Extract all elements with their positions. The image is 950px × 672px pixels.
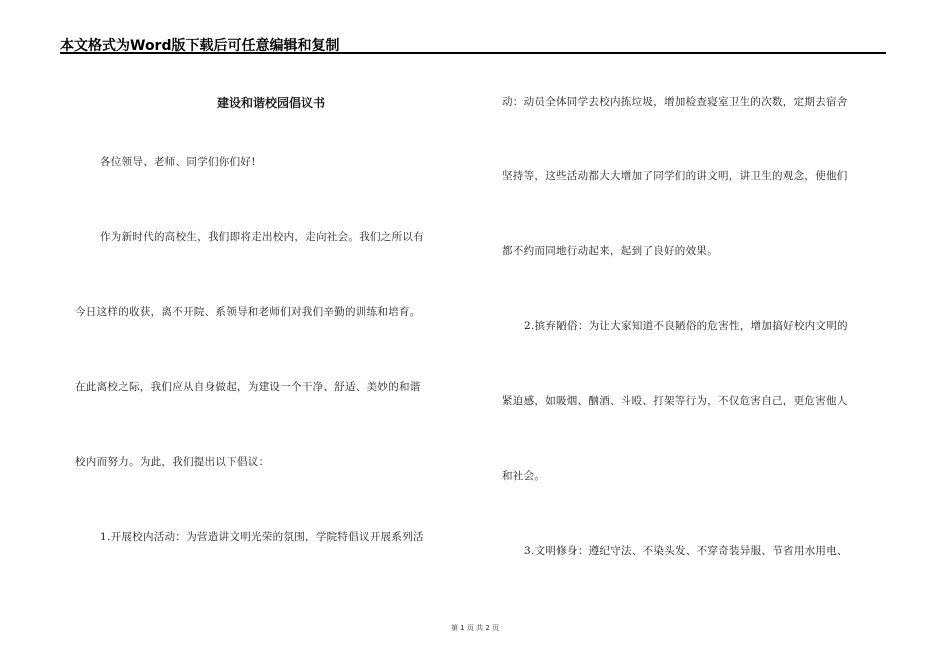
paragraph-line: 在此离校之际，我们应从自身做起，为建设一个干净、舒适、美妙的和谐 xyxy=(75,381,421,393)
paragraph-line: 紧迫感，如吸烟、酗酒、斗殴、打架等行为，不仅危害自己，更危害他人 xyxy=(502,395,848,407)
paragraph-line: 都不约而同地行动起来，起到了良好的效果。 xyxy=(502,245,718,257)
greeting-line: 各位领导、老师、同学们你们好! xyxy=(100,156,256,168)
paragraph-line: 今日这样的收获，离不开院、系领导和老师们对我们辛勤的训练和培育。 xyxy=(75,306,421,318)
banner-divider xyxy=(60,52,886,54)
paragraph-line: 和社会。 xyxy=(502,470,546,482)
paragraph-line: 1.开展校内活动：为营造讲文明光荣的氛围，学院特倡议开展系列活 xyxy=(100,531,424,543)
document-banner: 本文格式为Word版下载后可任意编辑和复制 xyxy=(60,38,340,54)
document-title: 建设和谐校园倡议书 xyxy=(216,96,325,110)
paragraph-line: 作为新时代的高校生，我们即将走出校内，走向社会。我们之所以有 xyxy=(100,231,424,243)
paragraph-line: 2.摈弃陋俗：为让大家知道不良陋俗的危害性，增加搞好校内文明的 xyxy=(524,320,848,332)
page-number-footer: 第 1 页 共 2 页 xyxy=(450,624,500,632)
paragraph-line: 3.文明修身：遵纪守法、不染头发、不穿奇装异服、节省用水用电、 xyxy=(524,545,848,557)
paragraph-line: 坚持等，这些活动都大大增加了同学们的讲文明，讲卫生的观念，使他们 xyxy=(502,170,848,182)
paragraph-line: 动：动员全体同学去校内拣垃圾，增加检查寝室卫生的次数，定期去宿舍 xyxy=(502,96,848,108)
paragraph-line: 校内而努力。为此，我们提出以下倡议： xyxy=(75,456,270,468)
